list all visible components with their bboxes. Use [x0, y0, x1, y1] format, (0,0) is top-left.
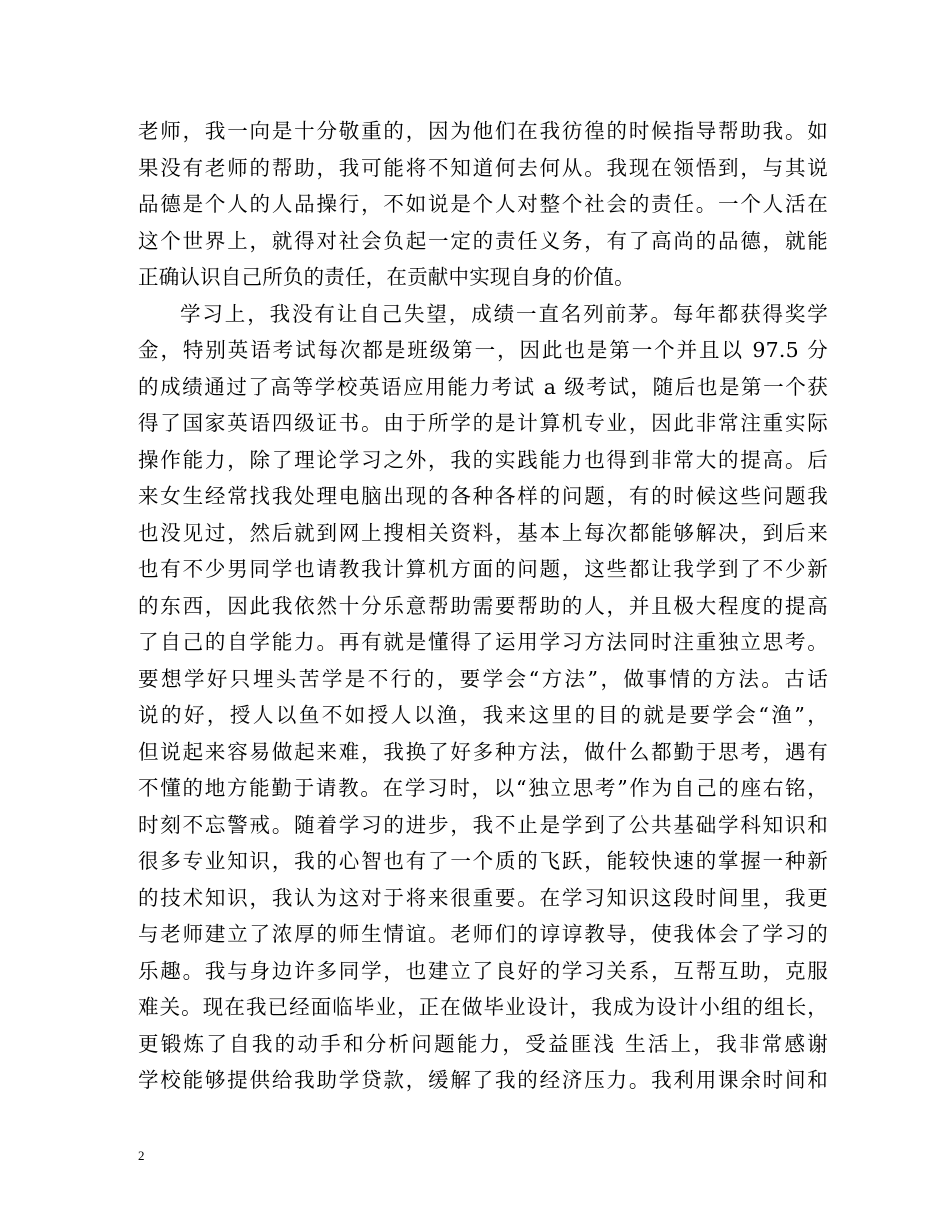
text-line: 来女生经常找我处理电脑出现的各种各样的问题，有的时候这些问题我	[138, 484, 828, 508]
text-line: 也有不少男同学也请教我计算机方面的问题，这些都让我学到了不少新	[138, 557, 828, 581]
text-line: 要想学好只埋头苦学是不行的，要学会“方法”，做事情的方法。古话	[138, 666, 828, 691]
text-line: 品德是个人的人品操行，不如说是个人对整个社会的责任。一个人活在	[138, 192, 828, 216]
text-line: 说的好，授人以鱼不如授人以渔，我来这里的目的就是要学会“渔”，	[138, 703, 828, 727]
text-line: 时刻不忘警戒。随着学习的进步，我不止是学到了公共基础学科知识和	[138, 812, 828, 837]
text-line: 难关。现在我已经面临毕业，正在做毕业设计，我成为设计小组的组长，	[138, 995, 828, 1019]
text-line: 正确认识自己所负的责任，在贡献中实现自身的价值。	[138, 265, 635, 289]
text-line: 果没有老师的帮助，我可能将不知道何去何从。我现在领悟到，与其说	[138, 155, 828, 180]
text-line: 学习上，我没有让自己失望，成绩一直名列前茅。每年都获得奖学	[180, 301, 828, 326]
page-number: 2	[138, 1148, 145, 1163]
text-line: 了自己的自学能力。再有就是懂得了运用学习方法同时注重独立思考。	[138, 630, 828, 654]
text-line: 的东西，因此我依然十分乐意帮助需要帮助的人，并且极大程度的提高	[138, 593, 828, 618]
text-line: 学校能够提供给我助学贷款，缓解了我的经济压力。我利用课余时间和	[138, 1068, 828, 1092]
text-line: 与老师建立了浓厚的师生情谊。老师们的谆谆教导，使我体会了学习的	[138, 922, 828, 946]
text-line: 更锻炼了自我的动手和分析问题能力，受益匪浅 生活上，我非常感谢	[138, 1031, 828, 1056]
text-line: 金，特别英语考试每次都是班级第一，因此也是第一个并且以 97.5 分	[138, 338, 828, 362]
text-line: 也没见过，然后就到网上搜相关资料，基本上每次都能够解决，到后来	[138, 520, 828, 545]
text-line: 乐趣。我与身边许多同学，也建立了良好的学习关系，互帮互助，克服	[138, 958, 828, 983]
text-line: 这个世界上，就得对社会负起一定的责任义务，有了高尚的品德，就能	[138, 228, 828, 253]
text-line: 但说起来容易做起来难，我换了好多种方法，做什么都勤于思考，遇有	[138, 739, 828, 764]
body-text	[138, 113, 828, 1099]
text-line: 的技术知识，我认为这对于将来很重要。在学习知识这段时间里，我更	[138, 885, 828, 910]
text-line: 不懂的地方能勤于请教。在学习时，以“独立思考”作为自己的座右铭，	[138, 776, 828, 800]
text-line: 老师，我一向是十分敬重的，因为他们在我彷徨的时候指导帮助我。如	[138, 119, 828, 143]
text-line: 操作能力，除了理论学习之外，我的实践能力也得到非常大的提高。后	[138, 447, 828, 472]
text-line: 的成绩通过了高等学校英语应用能力考试 a 级考试，随后也是第一个获	[138, 374, 828, 399]
text-line: 得了国家英语四级证书。由于所学的是计算机专业，因此非常注重实际	[138, 411, 828, 435]
text-line: 很多专业知识，我的心智也有了一个质的飞跃，能较快速的掌握一种新	[138, 849, 828, 873]
